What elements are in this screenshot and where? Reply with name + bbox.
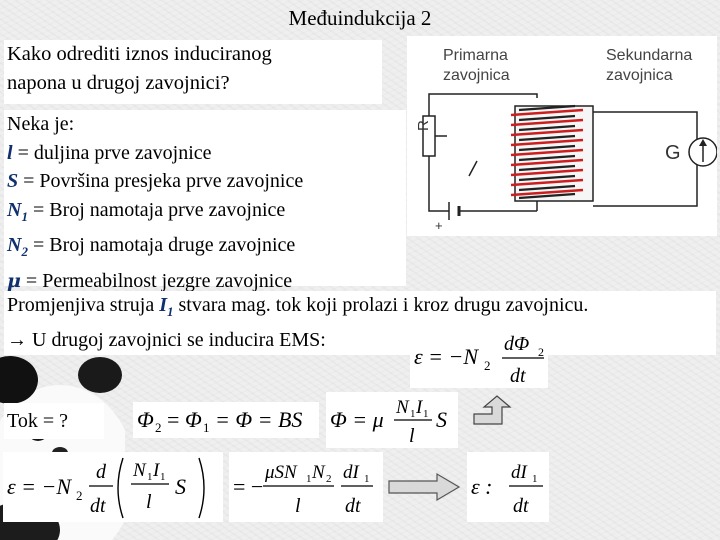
emf-result-equation bbox=[229, 452, 383, 522]
statement-line-2: → U drugoj zavojnici se inducira EMS: bbox=[7, 329, 326, 351]
question-line-2: napona u drugoj zavojnici? bbox=[7, 72, 230, 94]
definition-item-n1: $N_1$ = Broj namotaja prve zavojnice bbox=[7, 198, 286, 224]
svg-text:Φ: Φ bbox=[137, 407, 154, 432]
flux-formula bbox=[326, 392, 458, 448]
svg-text:dI: dI bbox=[343, 462, 359, 483]
svg-text:dt: dt bbox=[345, 495, 361, 517]
battery-plus: + bbox=[435, 218, 443, 233]
definition-item-l: l = duljina prve zavojnice bbox=[7, 141, 212, 164]
arrow-right-icon: → bbox=[7, 329, 32, 351]
svg-text:= Φ = BS: = Φ = BS bbox=[215, 407, 303, 432]
definition-item-mu: μ = Permeabilnost jezgre zavojnice bbox=[7, 269, 293, 292]
statement-line-1: Promjenjiva struja $I_1$ stvara mag. tok koji prolazi i kroz drugu zavojnicu. bbox=[7, 294, 589, 319]
svg-text:1: 1 bbox=[203, 420, 210, 435]
primary-label-2: zavojnica bbox=[443, 67, 510, 84]
svg-text:I: I bbox=[153, 460, 160, 481]
svg-text:ε = −N: ε = −N bbox=[414, 344, 479, 369]
svg-text:1: 1 bbox=[306, 473, 312, 485]
emf-expanded-equation bbox=[3, 452, 223, 522]
definitions-intro: Neka je: bbox=[7, 113, 75, 135]
primary-label-1: Primarna bbox=[443, 47, 508, 64]
svg-text:2: 2 bbox=[76, 488, 83, 503]
svg-text:μSN: μSN bbox=[265, 462, 297, 483]
svg-text:dt: dt bbox=[90, 495, 106, 517]
svg-text:2: 2 bbox=[155, 420, 162, 435]
flux-equality bbox=[133, 402, 319, 438]
svg-text:2: 2 bbox=[538, 345, 544, 359]
svg-text:N: N bbox=[312, 462, 325, 483]
svg-text:1: 1 bbox=[423, 408, 429, 420]
svg-text:l: l bbox=[295, 495, 301, 517]
svg-text:dt: dt bbox=[510, 365, 526, 387]
svg-text:ε :: ε : bbox=[471, 474, 493, 499]
svg-text:N: N bbox=[133, 460, 146, 481]
svg-text:1: 1 bbox=[532, 473, 538, 485]
resistor-label: R bbox=[415, 120, 432, 131]
svg-text:S: S bbox=[175, 474, 186, 499]
svg-text:1: 1 bbox=[364, 473, 370, 485]
question-box bbox=[4, 40, 382, 104]
definition-item-n2: $N_2$ = Broj namotaja druge zavojnice bbox=[7, 234, 296, 259]
svg-text:dt: dt bbox=[513, 495, 529, 517]
circuit-diagram bbox=[407, 36, 717, 236]
svg-text:1: 1 bbox=[147, 471, 153, 483]
svg-text:ε = −N: ε = −N bbox=[7, 474, 72, 499]
svg-text:Φ = μ: Φ = μ bbox=[330, 407, 384, 432]
svg-text:1: 1 bbox=[160, 471, 166, 483]
implies-arrow-icon bbox=[387, 472, 461, 502]
statement-box bbox=[4, 291, 716, 355]
question-line-1: Kako odrediti iznos induciranog bbox=[7, 43, 272, 65]
flux-question: Tok = ? bbox=[7, 410, 68, 432]
flux-question-box bbox=[4, 403, 104, 439]
svg-text:=: = bbox=[167, 407, 180, 432]
svg-text:l: l bbox=[409, 425, 415, 447]
secondary-label-1: Sekundarna bbox=[606, 47, 693, 64]
svg-text:2: 2 bbox=[326, 473, 332, 485]
svg-text:l: l bbox=[146, 491, 152, 513]
svg-text:= −: = − bbox=[233, 474, 264, 499]
definition-item-s: S = Površina presjeka prve zavojnice bbox=[7, 170, 304, 192]
svg-text:1: 1 bbox=[410, 408, 416, 420]
mutual-induction-circuit bbox=[407, 36, 717, 236]
svg-text:dI: dI bbox=[511, 462, 527, 483]
turn-up-arrow-icon bbox=[470, 394, 514, 430]
secondary-label-2: zavojnica bbox=[606, 67, 673, 84]
galvanometer-label: G bbox=[665, 142, 681, 164]
definitions-box bbox=[4, 110, 406, 292]
svg-text:Φ: Φ bbox=[185, 407, 202, 432]
svg-text:2: 2 bbox=[484, 358, 491, 373]
svg-text:S: S bbox=[436, 407, 447, 432]
svg-text:d: d bbox=[96, 461, 106, 483]
svg-text:I: I bbox=[416, 397, 423, 418]
emf-equation bbox=[410, 328, 548, 388]
svg-text:N: N bbox=[396, 397, 409, 418]
svg-text:dΦ: dΦ bbox=[504, 333, 530, 355]
slide-title: Međuindukcija 2 bbox=[288, 6, 432, 30]
emf-proportional bbox=[467, 452, 549, 522]
